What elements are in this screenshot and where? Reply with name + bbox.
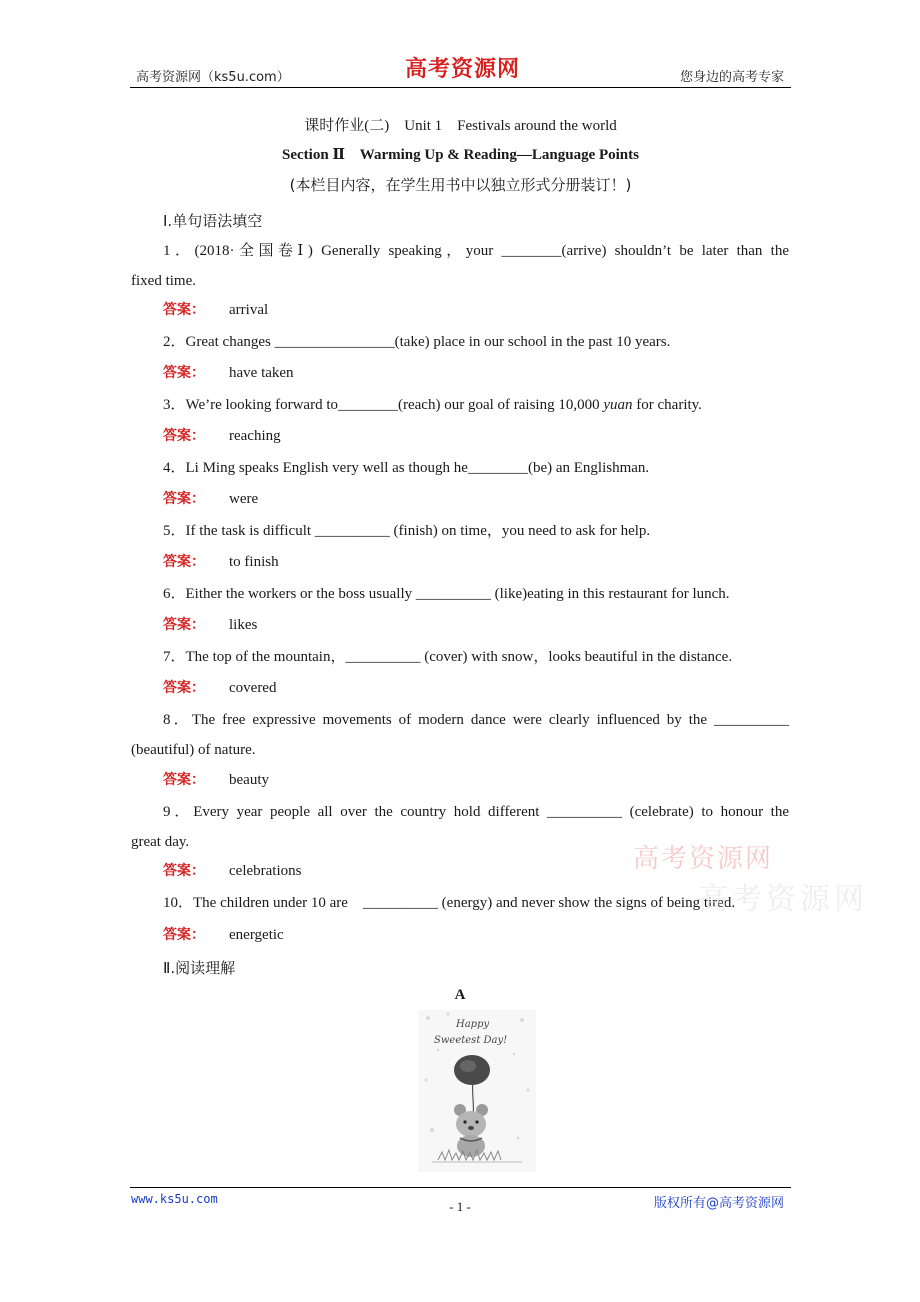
footer-divider [130, 1187, 791, 1188]
answer-10 [163, 926, 284, 944]
answer-label: 答案： [163, 927, 205, 943]
answer-5 [163, 553, 279, 571]
question-7: 7．The top of the mountain，__________ (cover) with snow，looks beautiful in the distance. [163, 649, 733, 665]
card-text-sweetest-day: Sweetest Day! [434, 1035, 508, 1046]
question-6: 6．Either the workers or the boss usually __________ (like)eating in this restaurant for lunch. [163, 586, 730, 602]
answer-value: reaching [229, 428, 281, 444]
answer-label: 答案： [163, 491, 205, 507]
answer-4 [163, 490, 259, 508]
binding-note: (本栏目内容，在学生用书中以独立形式分册装订！) [289, 176, 632, 194]
answer-value: have taken [229, 365, 294, 381]
answer-value: energetic [229, 927, 284, 943]
header-slogan: 您身边的高考专家 [679, 70, 784, 85]
question-1: 1．(2018·全国卷Ⅰ) Generally speaking，your ________(arrive) shouldn’t be later than the [163, 243, 789, 259]
question-2: 2．Great changes ________________(take) place in our school in the past 10 years. [163, 334, 671, 350]
answer-value: celebrations [229, 863, 302, 879]
answer-7 [163, 679, 277, 697]
answer-label: 答案： [163, 772, 205, 788]
card-text-happy: Happy [456, 1019, 490, 1030]
question-4: 4．Li Ming speaks English very well as though he________(be) an Englishman. [163, 460, 650, 476]
question-8-cont: (beautiful) of nature. [131, 742, 256, 758]
answer-label: 答案： [163, 680, 205, 696]
answer-3 [163, 427, 281, 445]
answer-value: to finish [229, 554, 279, 570]
answer-label: 答案： [163, 617, 205, 633]
answer-1 [163, 301, 269, 319]
question-9: 9．Every year people all over the country hold different __________ (celebrate) to honour the [163, 804, 789, 820]
question-3-end: for charity. [632, 397, 702, 413]
header-site-name: 高考资源网（ks5u.com） [136, 70, 290, 85]
answer-value: covered [229, 680, 277, 696]
answer-label: 答案： [163, 554, 205, 570]
answer-2 [163, 364, 294, 382]
footer-copyright: 版权所有@高考资源网 [653, 1196, 784, 1211]
question-3-italic: yuan [603, 397, 633, 413]
answer-label: 答案： [163, 302, 205, 318]
header-divider [130, 87, 791, 88]
question-8: 8．The free expressive movements of modern dance were clearly influenced by the __________ [163, 712, 789, 728]
footer-website-link[interactable]: www.ks5u.com [131, 1192, 218, 1206]
answer-9 [163, 862, 302, 880]
watermark-red: 高考资源网 [633, 844, 774, 874]
section-title: Section Ⅱ Warming Up & Reading—Language Points [282, 147, 639, 163]
page-title: 课时作业(二) Unit 1 Festivals around the world [304, 118, 617, 134]
question-3 [163, 396, 702, 414]
question-10: 10．The children under 10 are __________ (energy) and never show the signs of being tired. [163, 895, 736, 911]
question-1-cont: fixed time. [131, 273, 196, 289]
answer-label: 答案： [163, 428, 205, 444]
page-number: - 1 - [449, 1199, 471, 1214]
answer-value: arrival [229, 302, 269, 318]
answer-8 [163, 771, 269, 789]
question-3-text: 3．We’re looking forward to________(reach) our goal of raising 10,000 [163, 397, 604, 413]
passage-letter: A [454, 987, 466, 1003]
question-5: 5．If the task is difficult __________ (finish) on time，you need to ask for help. [163, 523, 651, 539]
answer-value: were [229, 491, 259, 507]
header-logo: 高考资源网 [405, 56, 521, 82]
answer-label: 答案： [163, 365, 205, 381]
answer-value: beauty [229, 772, 269, 788]
section-1-heading: Ⅰ.单句语法填空 [163, 212, 263, 230]
answer-value: likes [229, 617, 258, 633]
section-2-heading: Ⅱ.阅读理解 [163, 959, 236, 977]
answer-6 [163, 616, 258, 634]
answer-label: 答案： [163, 863, 205, 879]
sweetest-day-card-image [418, 1010, 536, 1172]
watermark-grey: 高考资源网 [698, 882, 868, 917]
question-9-cont: great day. [131, 834, 190, 850]
